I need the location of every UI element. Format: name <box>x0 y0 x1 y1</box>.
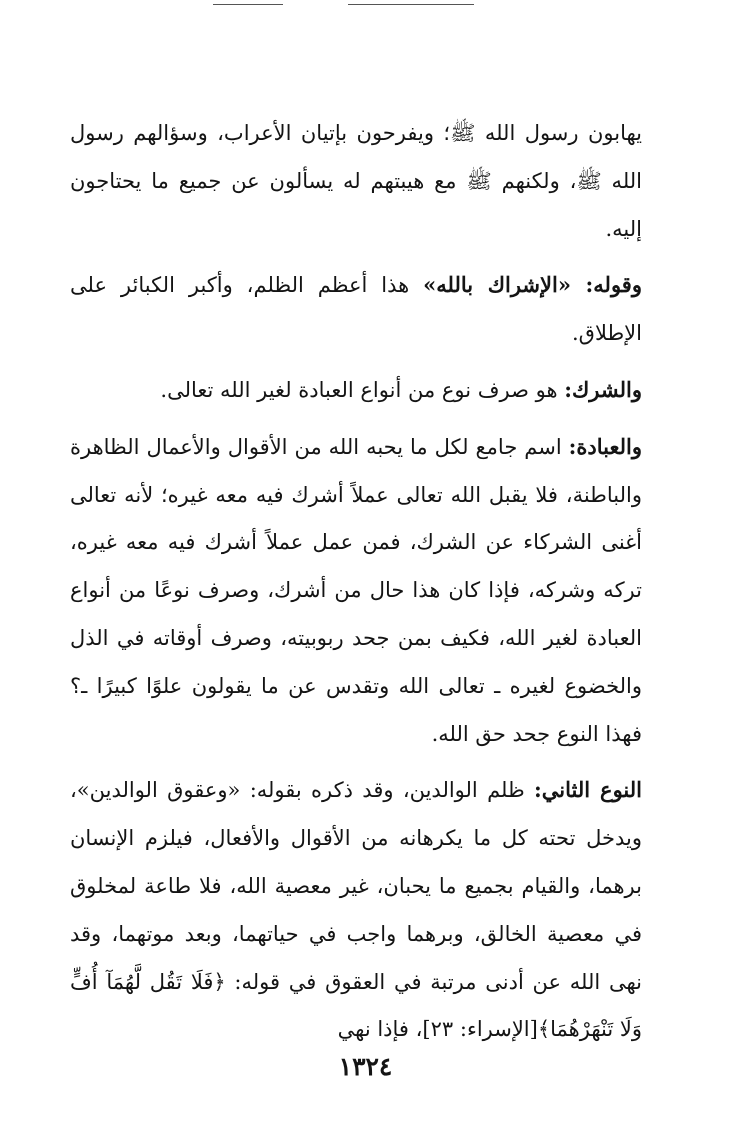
paragraph-4-lead: والعبادة: <box>568 433 642 459</box>
paragraph-5-text: ظلم الوالدين، وقد ذكره بقوله: «وعقوق الوالدين»، ويدخل تحته كل ما يكرهانه من الأقوال والأفعال، فيلزم الإنسان برهما، والقيام بجميع ما يحبان، غير معصية الله، فلا طاعة لمخلوق في معصية الخالق، وبرهما واجب في حياتهما، وبعد موتهما، وقد نهى الله عن أدنى مرتبة في العقوق في قوله: ﴿فَلَا تَقُل لَّهُمَآ أُفٍّ وَلَا تَنْهَرْهُمَا﴾[الإسراء: ٢٣]، فإذا نهي <box>70 778 643 1042</box>
header-rule-left <box>213 4 283 5</box>
paragraph-4-text: اسم جامع لكل ما يحبه الله من الأقوال والأعمال الظاهرة والباطنة، فلا يقبل الله تعالى عملاً أشرك فيه معه غيره؛ لأنه تعالى أغنى الشركاء عن الشرك، فمن عمل عملاً أشرك فيه معه غيره، تركه وشركه، فإذا كان هذا حال من أشرك، وصرف نوعًا من أنواع العبادة لغير الله، فكيف بمن جحد ربوبيته، وصرف أوقاته في الذل والخضوع لغيره ـ تعالى الله وتقدس عن ما يقولون علوًا كبيرًا ـ؟ فهذا النوع جحد حق الله. <box>70 434 642 746</box>
body-text <box>70 110 642 1062</box>
paragraph-1 <box>70 110 642 253</box>
paragraph-3 <box>70 366 642 415</box>
paragraph-1-text: يهابون رسول الله ﷺ؛ ويفرحون بإتيان الأعراب، وسؤالهم رسول الله ﷺ، ولكنهم ﷺ مع هيبتهم له يسألون عن جميع ما يحتاجون إليه. <box>70 121 642 241</box>
paragraph-3-lead: والشرك: <box>564 376 642 402</box>
header-rule-right <box>348 4 474 5</box>
paragraph-5-lead: النوع الثاني: <box>534 777 642 803</box>
paragraph-2-text: هذا أعظم الظلم، وأكبر الكبائر على الإطلاق. <box>70 273 642 346</box>
page-number: ١٣٢٤ <box>338 1052 393 1081</box>
paragraph-2-lead: وقوله: «الإشراك بالله» <box>423 272 642 298</box>
paragraph-2 <box>70 261 642 358</box>
paragraph-3-text: هو صرف نوع من أنواع العبادة لغير الله تعالى. <box>160 377 565 402</box>
paragraph-5 <box>70 766 642 1054</box>
paragraph-4 <box>70 423 642 759</box>
